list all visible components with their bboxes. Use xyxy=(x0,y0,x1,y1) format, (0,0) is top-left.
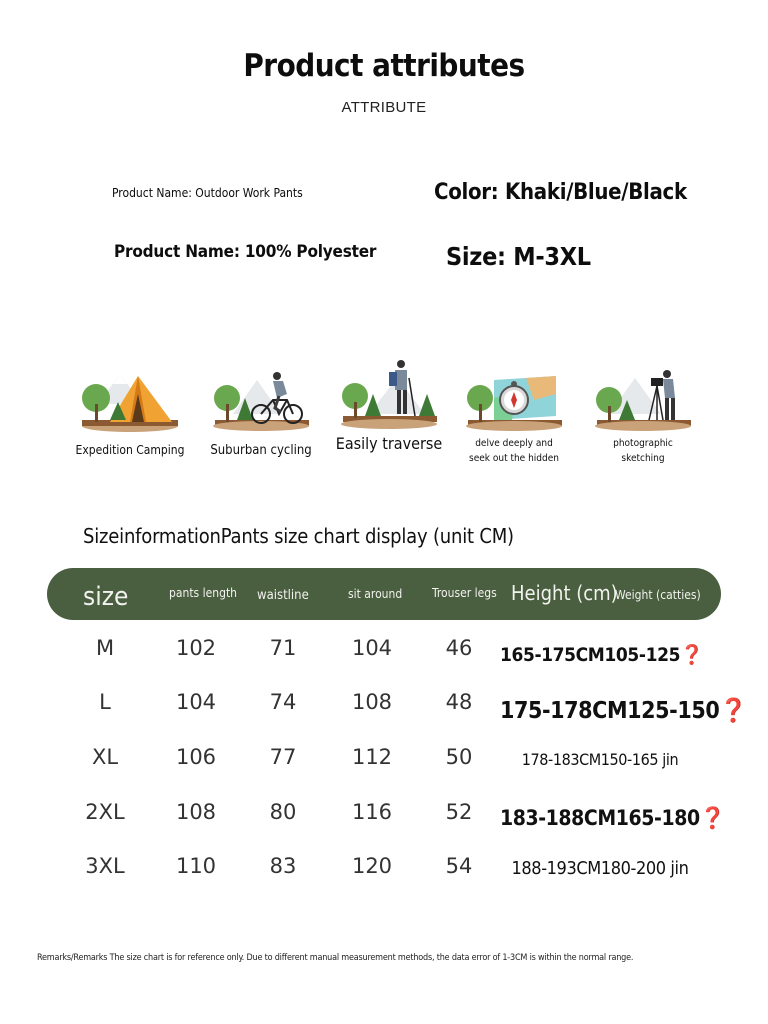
hiker-icon xyxy=(339,358,439,426)
cell-waistline: 80 xyxy=(269,800,297,824)
cell-sit-around: 104 xyxy=(351,636,393,660)
attribute-material: Product Name: 100% Polyester xyxy=(114,242,377,262)
cell-waistline: 83 xyxy=(269,854,297,878)
activity-label: delve deeply and seek out the hidden xyxy=(469,438,559,464)
cell-pants-length: 108 xyxy=(175,800,217,824)
cell-sit-around: 116 xyxy=(351,800,393,824)
cell-height-weight: 165-175CM105-125❓ xyxy=(500,644,704,666)
attribute-product-name: Product Name: Outdoor Work Pants xyxy=(112,186,303,200)
cell-trouser-legs: 52 xyxy=(445,800,473,824)
cell-trouser-legs: 46 xyxy=(445,636,473,660)
cyclist-icon xyxy=(211,364,311,432)
page-title: Product attributes xyxy=(243,48,525,84)
size-chart-heading: SizeinformationPants size chart display (unit CM) xyxy=(83,524,514,548)
activity-suburban-cycling xyxy=(196,364,326,458)
activity-easily-traverse xyxy=(324,358,454,451)
cell-waistline: 74 xyxy=(269,690,297,714)
column-header-pants-length: pants length xyxy=(169,586,238,600)
cell-height-weight: 178-183CM150-165 jin xyxy=(521,750,679,769)
remarks-note: Remarks/Remarks The size chart is for reference only. Due to different manual measurement methods, the data error of 1-3CM is within the normal range. xyxy=(37,953,634,963)
cell-height-weight: 183-188CM165-180❓ xyxy=(500,806,726,830)
cell-pants-length: 102 xyxy=(175,636,217,660)
column-header-height: Height (cm) xyxy=(511,581,618,605)
attribute-color: Color: Khaki/Blue/Black xyxy=(434,180,687,205)
column-header-weight: Weight (catties) xyxy=(615,588,701,602)
column-header-trouser-legs: Trouser legs xyxy=(432,586,497,600)
cell-height-weight: 175-178CM125-150❓ xyxy=(500,698,748,724)
camping-tent-icon xyxy=(80,364,180,432)
cell-trouser-legs: 54 xyxy=(445,854,473,878)
size-chart-header xyxy=(47,568,721,620)
cell-waistline: 77 xyxy=(269,745,297,769)
cell-waistline: 71 xyxy=(269,636,297,660)
cell-size: 2XL xyxy=(85,800,125,824)
cell-sit-around: 108 xyxy=(351,690,393,714)
cell-trouser-legs: 50 xyxy=(445,745,473,769)
attribute-size: Size: M-3XL xyxy=(446,242,591,271)
photographer-icon xyxy=(593,364,693,432)
activity-photographic-sketching xyxy=(578,364,708,466)
activity-label: Easily traverse xyxy=(335,434,443,453)
cell-pants-length: 104 xyxy=(175,690,217,714)
page-subtitle: ATTRIBUTE xyxy=(341,99,427,116)
cell-size: L xyxy=(99,690,111,714)
column-header-size: size xyxy=(83,582,129,612)
cell-size: M xyxy=(95,636,115,660)
activity-delve-deeply xyxy=(449,364,579,466)
cell-height-weight: 188-193CM180-200 jin xyxy=(511,858,689,879)
cell-trouser-legs: 48 xyxy=(445,690,473,714)
cell-sit-around: 120 xyxy=(351,854,393,878)
cell-size: XL xyxy=(91,745,119,769)
activity-label: photographic sketching xyxy=(613,438,673,464)
column-header-sit-around: sit around xyxy=(348,587,403,601)
cell-pants-length: 106 xyxy=(175,745,217,769)
column-header-waistline: waistline xyxy=(257,588,309,603)
compass-map-icon xyxy=(464,364,564,432)
cell-size: 3XL xyxy=(85,854,125,878)
activity-expedition-camping xyxy=(65,364,195,458)
activity-label: Suburban cycling xyxy=(210,443,312,458)
activity-label: Expedition Camping xyxy=(75,443,185,457)
cell-sit-around: 112 xyxy=(351,745,393,769)
cell-pants-length: 110 xyxy=(175,854,217,878)
